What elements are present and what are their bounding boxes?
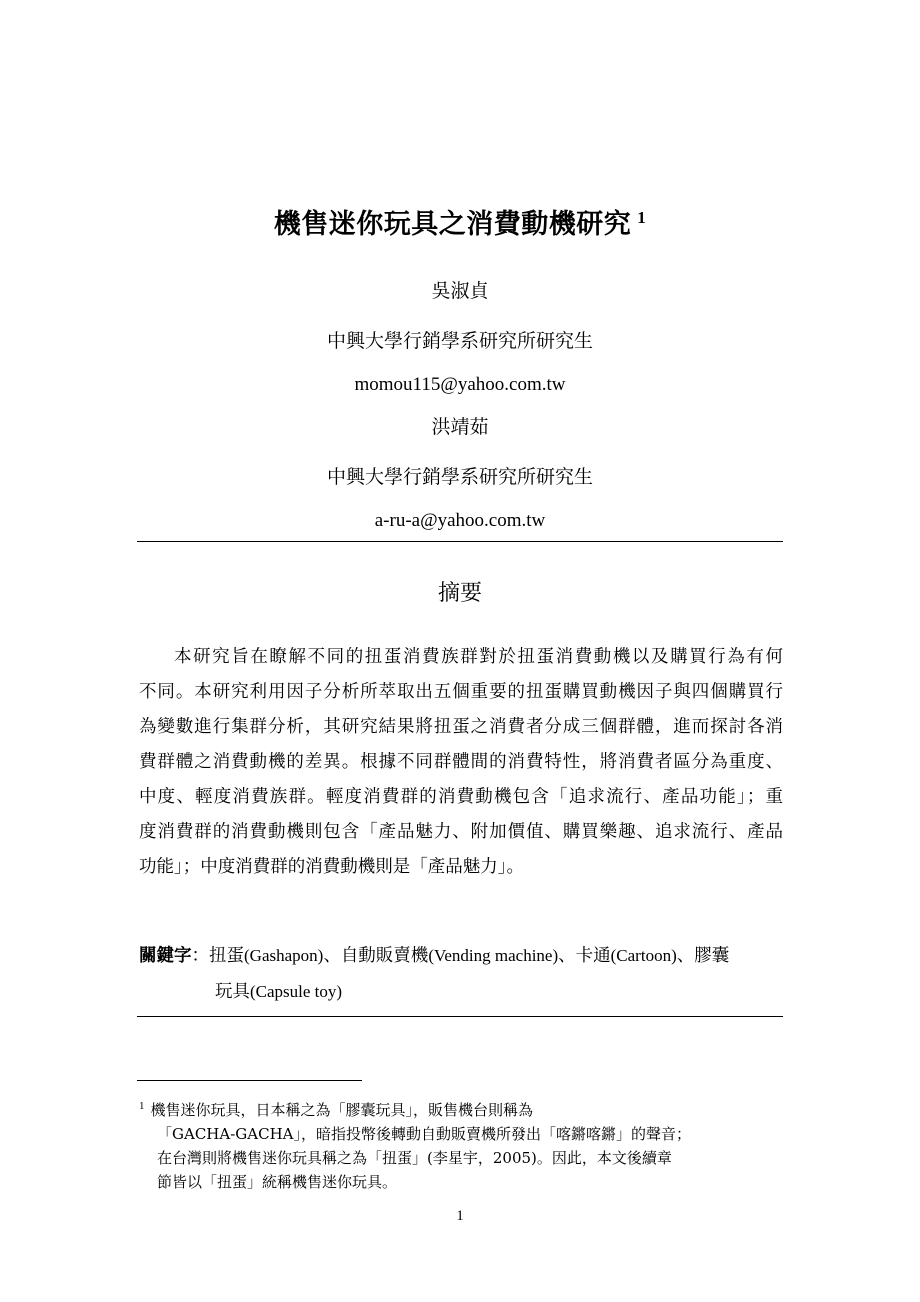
page-number: 1 — [456, 1208, 464, 1224]
author-2-affiliation: 中興大學行銷學系研究所研究生 — [326, 466, 593, 488]
author-2-email[interactable]: a-ru-a@yahoo.com.tw — [374, 510, 546, 531]
keywords-divider — [137, 1016, 783, 1017]
abstract-line: 為變數進行集群分析，其研究結果將扭蛋之消費者分成三個群體，進而探討各消 — [139, 717, 783, 737]
keyword-1-en: (Gashapon) — [244, 946, 324, 965]
keyword-2: 自動販賣機 — [340, 946, 429, 966]
keyword-2-en: (Vending machine) — [428, 946, 559, 965]
abstract-line: 費群體之消費動機的差異。根據不同群體間的消費特性，將消費者區分為重度、 — [139, 752, 783, 772]
keyword-3-en: (Cartoon) — [610, 946, 677, 965]
keywords-separator: ： — [191, 946, 209, 966]
footnote-line: 「GACHA-GACHA」，暗指投幣後轉動自動販賣機所發出「喀鏘喀鏘」的聲音； — [157, 1125, 691, 1143]
footnote-line-text: 機售迷你玩具，日本稱之為「膠囊玩具」，販售機台則稱為 — [150, 1101, 534, 1119]
keyword-3: 卡通 — [575, 946, 611, 966]
author-2-name: 洪靖茹 — [431, 416, 489, 438]
footnote-line: 在台灣則將機售迷你玩具稱之為「扭蛋」(李星宇，2005)。因此，本文後續章 — [157, 1149, 672, 1167]
keyword-1: 扭蛋 — [209, 946, 244, 966]
abstract-line: 度消費群的消費動機則包含「產品魅力、附加價值、購買樂趣、追求流行、產品 — [139, 822, 783, 842]
keyword-sep: 、 — [323, 946, 341, 966]
abstract-line: 中度、輕度消費族群。輕度消費群的消費動機包含「追求流行、產品功能」；重 — [139, 787, 783, 807]
keyword-sep: 、 — [676, 946, 695, 966]
header-divider — [137, 541, 783, 542]
paper-title — [0, 196, 920, 247]
abstract-body — [139, 640, 783, 885]
keyword-4-en: (Capsule toy) — [250, 982, 343, 1001]
keywords-label: 關鍵字 — [139, 946, 192, 966]
abstract-line: 本研究旨在瞭解不同的扭蛋消費族群對於扭蛋消費動機以及購買行為有何 — [174, 647, 783, 667]
abstract-heading: 摘要 — [437, 581, 482, 606]
keyword-4-part2: 玩具 — [215, 982, 250, 1002]
author-1-affiliation: 中興大學行銷學系研究所研究生 — [326, 330, 593, 352]
paper-title-text: 機售迷你玩具之消費動機研究 — [273, 209, 632, 240]
footnote — [139, 1094, 783, 1194]
footnote-line — [139, 1094, 783, 1122]
title-footnote-ref[interactable]: 1 — [637, 208, 647, 227]
author-1-email[interactable]: momou115@yahoo.com.tw — [354, 374, 566, 395]
abstract-line: 功能」；中度消費群的消費動機則是「產品魅力」。 — [139, 857, 524, 877]
keywords-block — [139, 938, 783, 1010]
footnote-line: 節皆以「扭蛋」統稱機售迷你玩具。 — [157, 1173, 398, 1191]
abstract-line: 不同。本研究利用因子分析所萃取出五個重要的扭蛋購買動機因子與四個購買行 — [139, 682, 783, 702]
footnote-separator — [137, 1080, 362, 1081]
keyword-sep: 、 — [558, 946, 576, 966]
keywords-line-2 — [139, 974, 783, 1010]
footnote-mark: 1 — [139, 1100, 145, 1112]
keyword-4-part1: 膠囊 — [694, 946, 730, 966]
author-1-name: 吳淑貞 — [431, 280, 489, 302]
